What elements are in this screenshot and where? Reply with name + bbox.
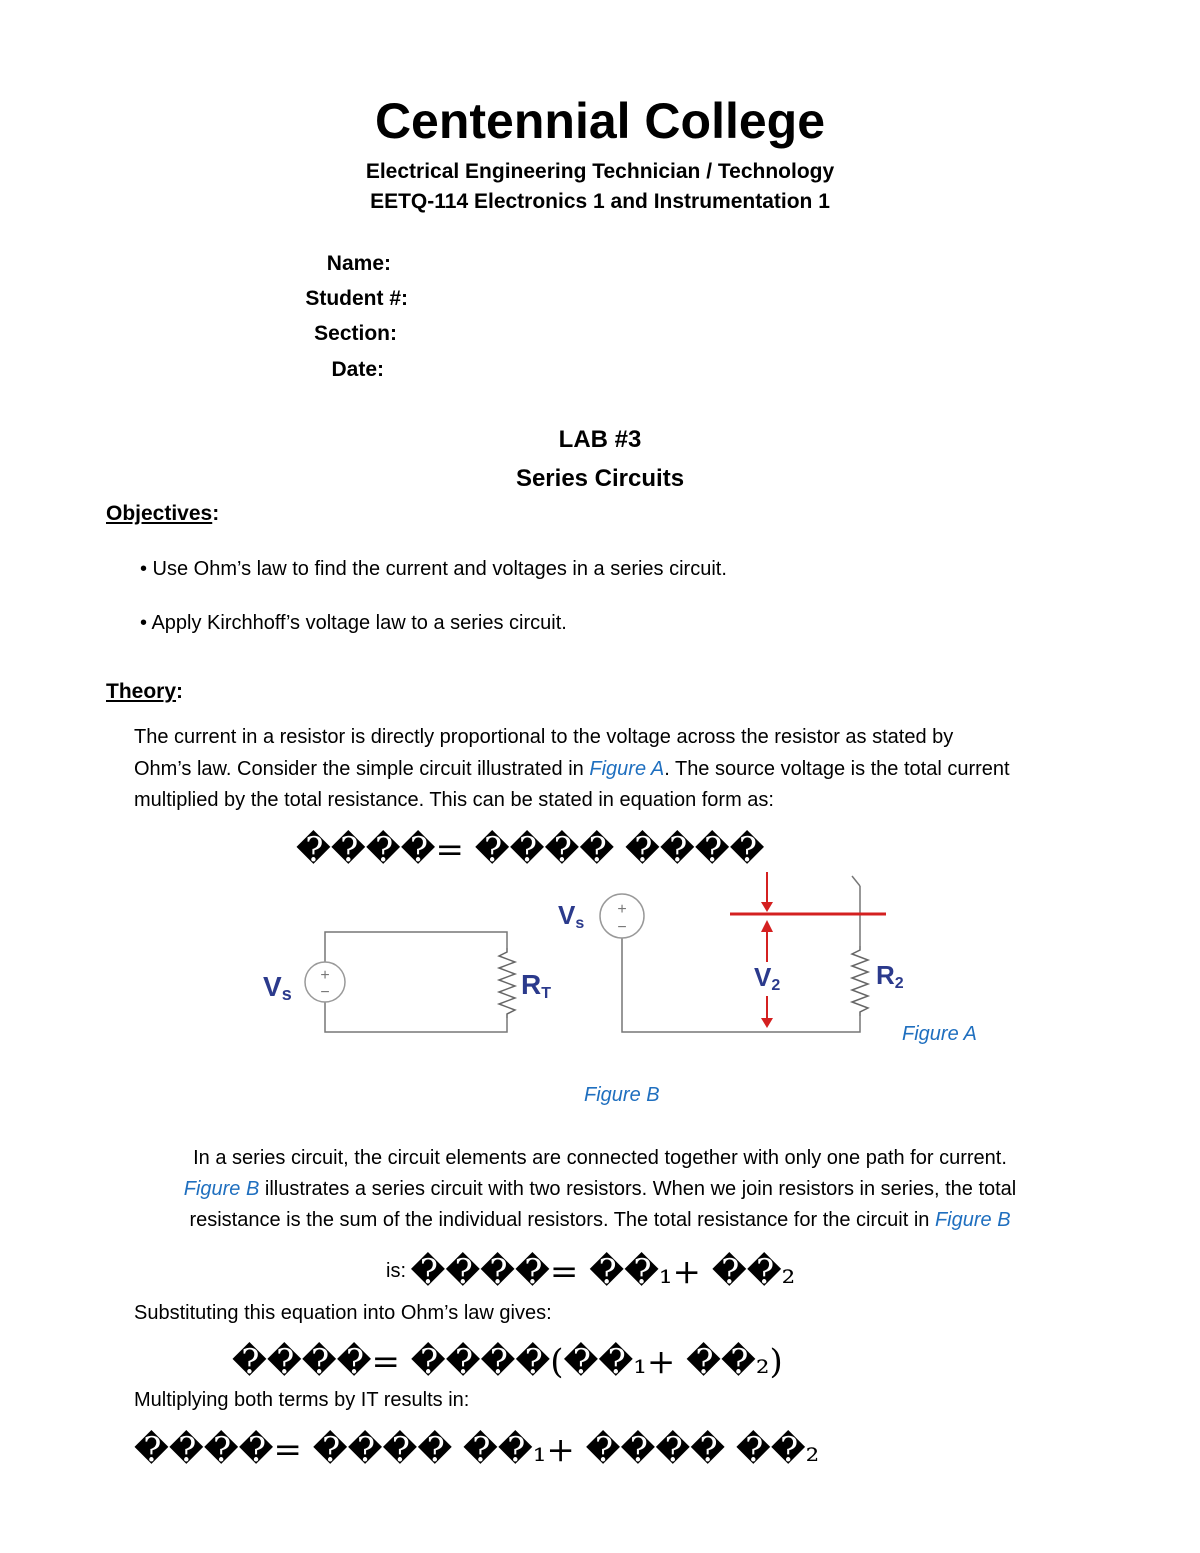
multiplying-text: Multiplying both terms by IT results in: xyxy=(134,1389,470,1411)
svg-text:−: − xyxy=(617,919,627,936)
theory-paragraph-line: Ohm’s law. Consider the simple circuit illustrated in Figure A. The source voltage is the total current xyxy=(134,758,1010,780)
series-paragraph-line: Figure B illustrates a series circuit with two resistors. When we join resistors in series, the total xyxy=(183,1178,1017,1200)
figure-b-reference: Figure B xyxy=(183,1178,260,1200)
total-resistance-equation: ����= ��₁+ ��₂ xyxy=(410,1252,796,1292)
program-name: Electrical Engineering Technician / Technology xyxy=(365,160,835,183)
ohms-law-equation: ����= ���� ���� xyxy=(296,830,765,870)
objective-item: • Apply Kirchhoff’s voltage law to a series circuit. xyxy=(140,612,567,634)
substitution-text: Substituting this equation into Ohm’s law gives: xyxy=(134,1302,552,1324)
source-label: Vs xyxy=(263,971,292,1004)
resistor-label: R2 xyxy=(876,960,904,992)
circuit-wire xyxy=(622,886,860,1032)
student-number-label: Student #: xyxy=(305,287,408,310)
svg-text:−: − xyxy=(320,984,330,1001)
series-circuit-voltage-diagram xyxy=(548,862,908,1042)
objectives-heading: Objectives: xyxy=(106,502,220,525)
substituted-equation: ����= ����(��₁+ ��₂) xyxy=(232,1342,783,1382)
kvl-equation: ����= ���� ��₁+ ���� ��₂ xyxy=(134,1430,820,1470)
section-label: Section: xyxy=(314,322,397,345)
svg-text:+: + xyxy=(320,967,330,984)
resistor-label: RT xyxy=(521,969,552,1002)
course-name: EETQ-114 Electronics 1 and Instrumentation 1 xyxy=(370,190,830,213)
total-resistance-equation-line xyxy=(386,1252,795,1292)
name-field-label: Name: xyxy=(326,252,391,275)
series-circuit-simple-diagram xyxy=(255,900,585,1050)
is-label: is: xyxy=(386,1260,406,1282)
voltage-label: V2 xyxy=(754,962,781,994)
source-label: Vs xyxy=(558,900,585,932)
circuit-wire xyxy=(325,932,507,1032)
objective-item: • Use Ohm’s law to find the current and voltages in a series circuit. xyxy=(140,558,727,580)
lab-number: LAB #3 xyxy=(558,426,642,453)
series-paragraph-line: resistance is the sum of the individual resistors. The total resistance for the circuit in Figure B xyxy=(189,1209,1011,1231)
figure-b-caption: Figure B xyxy=(584,1084,660,1106)
date-label: Date: xyxy=(331,358,384,381)
series-paragraph-line: In a series circuit, the circuit elements are connected together with only one path for current. xyxy=(193,1147,1007,1169)
theory-paragraph-line: The current in a resistor is directly proportional to the voltage across the resistor as stated by xyxy=(134,726,954,748)
lab-title: Series Circuits xyxy=(515,465,685,492)
figure-b-reference: Figure B xyxy=(934,1209,1011,1231)
figure-a-caption: Figure A xyxy=(902,1023,977,1045)
svg-text:+: + xyxy=(617,901,627,918)
theory-paragraph-line: multiplied by the total resistance. This can be stated in equation form as: xyxy=(134,789,774,811)
college-title: Centennial College xyxy=(374,93,826,149)
theory-heading: Theory: xyxy=(106,680,184,703)
figure-a-reference: Figure A xyxy=(589,758,665,780)
